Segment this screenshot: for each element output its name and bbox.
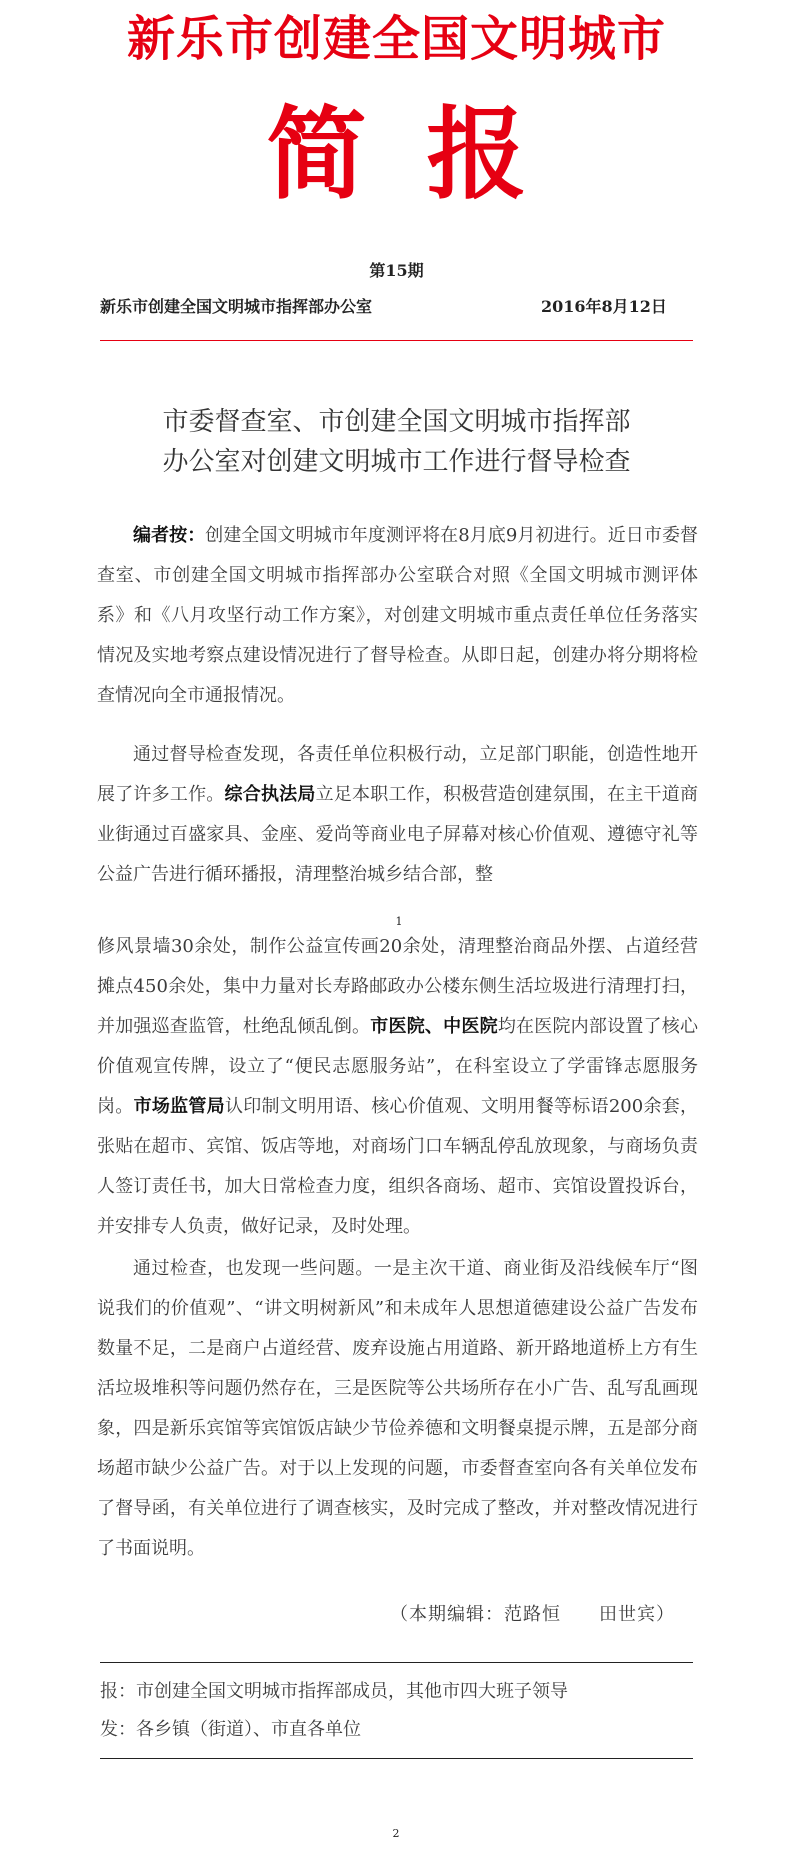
body2-unit-market-regulation: 市场监管局 bbox=[133, 1096, 225, 1117]
editor-note-text: 创建全国文明城市年度测评将在8月底9月初进行。近日市委督查室、市创建全国文明城市指挥部办公室联合对照《全国文明城市测评体系》和《八月攻坚行动工作方案》，对创建文明城市重点责任单位任务落实情况及实地考察点建设情况进行了督导检查。从即日起，创建办将分期将检查情况向全市通报情况。 bbox=[97, 525, 699, 706]
distribution-top-rule bbox=[100, 1662, 693, 1663]
issue-number: 第15期 bbox=[369, 261, 424, 280]
body-paragraph-1-continued bbox=[97, 927, 698, 1247]
editor-note-label: 编者按： bbox=[133, 525, 206, 546]
distribution-bottom-rule bbox=[100, 1758, 693, 1759]
body-paragraph-problems: 通过检查，也发现一些问题。一是主次干道、商业街及沿线候车厅“图说我们的价值观”、“讲文明树新风”和未成年人思想道德建设公益广告发布数量不足，二是商户占道经营、废弃设施占用道路、新开路地道桥上方有生活垃圾堆积等问题仍然存在，三是医院等公共场所存在小广告、乱写乱画现象，四是新乐宾馆等宾馆饭店缺少节俭养德和文明餐桌提示牌，五是部分商场超市缺少公益广告。对于以上发现的问题，市委督查室向各有关单位发布了督导函，有关单位进行了调查核实，及时完成了整改，并对整改情况进行了书面说明。 bbox=[97, 1258, 698, 1559]
body1-unit-zonghezhifa: 综合执法局 bbox=[224, 784, 316, 805]
masthead-title: 新乐市创建全国文明城市 bbox=[126, 11, 666, 67]
page-number-1: 1 bbox=[395, 915, 403, 928]
headline-line-2: 办公室对创建文明城市工作进行督导检查 bbox=[162, 447, 631, 477]
body2-unit-hospitals: 市医院、中医院 bbox=[370, 1016, 498, 1037]
body2-text-a: 修风景墙30余处，制作公益宣传画20余处，清理整治商品外摆、占道经营摊点450余处，集中力量对长寿路邮政办公楼东侧生活垃圾进行清理打扫，并加强巡查监管，杜绝乱倾乱倒。 bbox=[97, 936, 698, 1037]
issuing-office: 新乐市创建全国文明城市指挥部办公室 bbox=[100, 297, 373, 316]
article-headline bbox=[100, 402, 693, 482]
distribution-send: 发：各乡镇（街道）、市直各单位 bbox=[100, 1719, 361, 1740]
distribution-report: 报：市创建全国文明城市指挥部成员，其他市四大班子领导 bbox=[100, 1681, 568, 1702]
body2-text-b: 均在医院内部设置了核心价值观宣传牌，设立了“便民志愿服务站”，在科室设立了学雷锋志愿服务岗。 bbox=[97, 1016, 698, 1117]
headline-line-1: 市委督查室、市创建全国文明城市指挥部 bbox=[162, 407, 631, 437]
body2-text-c: 认印制文明用语、核心价值观、文明用餐等标语200余套，张贴在超市、宾馆、饭店等地，对商场门口车辆乱停乱放现象，与商场负责人签订责任书，加大日常检查力度，组织各商场、超市、宾馆设置投诉台，并安排专人负责，做好记录，及时处理。 bbox=[97, 1096, 699, 1237]
issue-editors: （本期编辑：范路恒 田世宾） bbox=[390, 1604, 675, 1625]
editor-note bbox=[97, 516, 698, 716]
issue-date: 2016年8月12日 bbox=[541, 297, 667, 316]
body1-text-a: 通过督导检查发现，各责任单位积极行动，立足部门职能，创造性地开展了许多工作。 bbox=[97, 744, 698, 805]
body1-text-b: 立足本职工作，积极营造创建氛围，在主干道商业街通过百盛家具、金座、爱尚等商业电子屏幕对核心价值观、遵德守礼等公益广告进行循环播报，清理整治城乡结合部，整 bbox=[97, 784, 698, 885]
red-divider bbox=[100, 340, 693, 341]
masthead-subtitle: 简报 bbox=[266, 96, 587, 213]
body-paragraph-1 bbox=[97, 735, 698, 895]
page-number-2: 2 bbox=[392, 1827, 400, 1840]
